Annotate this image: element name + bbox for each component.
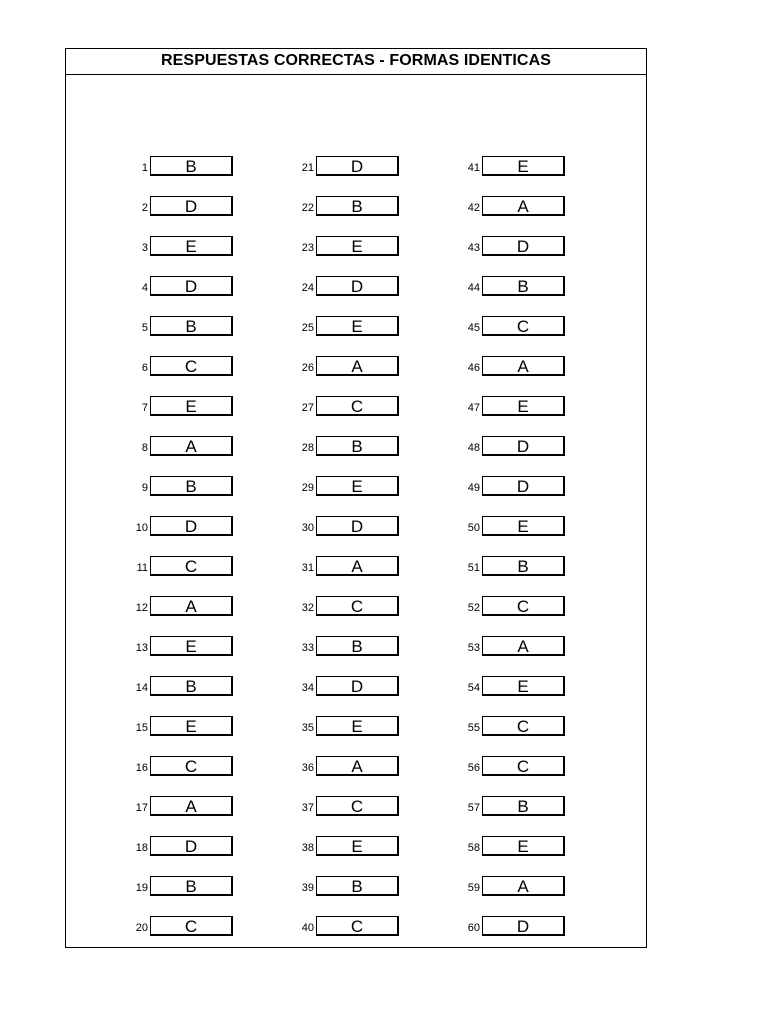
answer-cell: D	[316, 156, 399, 176]
question-number: 6	[141, 362, 148, 374]
answer-row	[118, 276, 258, 297]
answer-cell: E	[150, 636, 233, 656]
answer-cell: E	[150, 396, 233, 416]
answer-row	[450, 756, 590, 777]
answer-row	[284, 596, 424, 617]
question-number: 29	[301, 482, 314, 494]
question-number: 22	[301, 202, 314, 214]
answer-row	[450, 716, 590, 737]
answer-cell: A	[316, 556, 399, 576]
answer-cell: C	[150, 556, 233, 576]
answer-cell: D	[316, 676, 399, 696]
answer-cell: C	[150, 916, 233, 936]
answer-cell: D	[150, 276, 233, 296]
answer-cell: C	[316, 796, 399, 816]
answer-row	[450, 516, 590, 537]
answer-row	[118, 796, 258, 817]
answer-cell: A	[316, 356, 399, 376]
question-number: 11	[136, 562, 148, 574]
question-number: 19	[135, 882, 148, 894]
answer-row	[284, 716, 424, 737]
answer-cell: C	[482, 756, 565, 776]
answer-row	[450, 796, 590, 817]
answer-row	[118, 676, 258, 697]
answer-cell: E	[482, 676, 565, 696]
answer-cell: B	[316, 636, 399, 656]
answer-row	[284, 756, 424, 777]
answer-row	[450, 876, 590, 897]
answer-cell: D	[150, 196, 233, 216]
answer-cell: E	[482, 396, 565, 416]
question-number: 14	[135, 682, 148, 694]
answer-cell: C	[150, 756, 233, 776]
answer-row	[450, 156, 590, 177]
answer-cell: E	[316, 316, 399, 336]
answer-cell: A	[150, 436, 233, 456]
answer-row	[284, 876, 424, 897]
answer-row	[450, 196, 590, 217]
answer-cell: C	[482, 596, 565, 616]
answer-cell: C	[316, 916, 399, 936]
question-number: 52	[467, 602, 480, 614]
answer-cell: E	[316, 836, 399, 856]
answer-row	[284, 236, 424, 257]
question-number: 51	[467, 562, 480, 574]
question-number: 33	[301, 642, 314, 654]
answer-row	[450, 596, 590, 617]
answer-cell: D	[150, 516, 233, 536]
answer-row	[118, 716, 258, 737]
question-number: 48	[467, 442, 480, 454]
answer-row	[450, 556, 590, 577]
question-number: 8	[141, 442, 148, 454]
question-number: 17	[135, 802, 148, 814]
question-number: 49	[467, 482, 480, 494]
question-number: 60	[467, 922, 480, 934]
answer-cell: C	[482, 716, 565, 736]
answer-row	[284, 916, 424, 937]
answer-row	[450, 276, 590, 297]
question-number: 53	[467, 642, 480, 654]
question-number: 40	[301, 922, 314, 934]
answer-row	[450, 916, 590, 937]
answer-cell: A	[150, 796, 233, 816]
answer-cell: E	[482, 516, 565, 536]
answer-row	[284, 156, 424, 177]
answer-row	[450, 836, 590, 857]
question-number: 13	[135, 642, 148, 654]
answer-cell: C	[316, 596, 399, 616]
question-number: 16	[135, 762, 148, 774]
question-number: 47	[467, 402, 480, 414]
answer-row	[284, 676, 424, 697]
answer-row	[450, 676, 590, 697]
answer-cell: A	[482, 196, 565, 216]
question-number: 2	[141, 202, 148, 214]
question-number: 32	[301, 602, 314, 614]
answer-cell: E	[150, 236, 233, 256]
question-number: 43	[467, 242, 480, 254]
answer-row	[450, 476, 590, 497]
answer-row	[450, 636, 590, 657]
answer-cell: D	[316, 276, 399, 296]
question-number: 4	[141, 282, 148, 294]
answer-row	[118, 476, 258, 497]
answer-grid	[66, 156, 646, 936]
question-number: 7	[141, 402, 148, 414]
answer-row	[118, 876, 258, 897]
question-number: 30	[301, 522, 314, 534]
answer-cell: B	[150, 476, 233, 496]
answer-cell: E	[316, 476, 399, 496]
answer-row	[284, 396, 424, 417]
question-number: 12	[135, 602, 148, 614]
question-number: 57	[467, 802, 480, 814]
answer-cell: C	[150, 356, 233, 376]
answer-row	[450, 356, 590, 377]
answer-row	[118, 636, 258, 657]
answer-row	[284, 516, 424, 537]
answer-cell: B	[150, 676, 233, 696]
answer-row	[118, 916, 258, 937]
question-number: 58	[467, 842, 480, 854]
sheet-title: RESPUESTAS CORRECTAS - FORMAS IDENTICAS	[66, 49, 646, 75]
question-number: 42	[467, 202, 480, 214]
answer-row	[118, 756, 258, 777]
answer-row	[284, 196, 424, 217]
answer-cell: E	[150, 716, 233, 736]
question-number: 50	[467, 522, 480, 534]
question-number: 35	[301, 722, 314, 734]
answer-row	[118, 436, 258, 457]
question-number: 36	[301, 762, 314, 774]
answer-cell: B	[316, 876, 399, 896]
answer-row	[118, 396, 258, 417]
answer-cell: B	[150, 156, 233, 176]
answer-row	[118, 236, 258, 257]
answer-cell: E	[482, 156, 565, 176]
answer-row	[118, 316, 258, 337]
answer-cell: C	[482, 316, 565, 336]
question-number: 46	[467, 362, 480, 374]
answer-cell: E	[482, 836, 565, 856]
question-number: 9	[141, 482, 148, 494]
answer-cell: B	[150, 876, 233, 896]
answer-cell: A	[482, 356, 565, 376]
question-number: 27	[301, 402, 314, 414]
answer-row	[284, 636, 424, 657]
answer-row	[118, 596, 258, 617]
answer-row	[118, 556, 258, 577]
answer-cell: B	[482, 796, 565, 816]
answer-row	[284, 476, 424, 497]
answer-row	[118, 836, 258, 857]
answer-row	[284, 556, 424, 577]
answer-cell: D	[150, 836, 233, 856]
question-number: 59	[467, 882, 480, 894]
question-number: 34	[301, 682, 314, 694]
question-number: 21	[301, 162, 314, 174]
answer-cell: A	[482, 876, 565, 896]
answer-row	[284, 316, 424, 337]
question-number: 56	[467, 762, 480, 774]
answer-row	[118, 356, 258, 377]
answer-cell: B	[482, 276, 565, 296]
question-number: 24	[301, 282, 314, 294]
answer-row	[284, 276, 424, 297]
question-number: 37	[301, 802, 314, 814]
answer-cell: D	[482, 436, 565, 456]
question-number: 15	[135, 722, 148, 734]
question-number: 18	[135, 842, 148, 854]
answer-row	[118, 196, 258, 217]
answer-row	[450, 436, 590, 457]
answer-row	[284, 836, 424, 857]
answer-cell: A	[482, 636, 565, 656]
answer-row	[118, 516, 258, 537]
answer-cell: C	[316, 396, 399, 416]
question-number: 25	[301, 322, 314, 334]
question-number: 1	[141, 162, 148, 174]
question-number: 10	[135, 522, 148, 534]
answer-row	[450, 396, 590, 417]
answer-cell: B	[316, 436, 399, 456]
question-number: 41	[467, 162, 480, 174]
answer-row	[118, 156, 258, 177]
answer-row	[284, 436, 424, 457]
answer-cell: E	[316, 236, 399, 256]
question-number: 45	[467, 322, 480, 334]
answer-cell: B	[316, 196, 399, 216]
question-number: 44	[467, 282, 480, 294]
answer-cell: D	[482, 236, 565, 256]
answer-cell: B	[150, 316, 233, 336]
answer-cell: A	[150, 596, 233, 616]
question-number: 20	[135, 922, 148, 934]
answer-cell: B	[482, 556, 565, 576]
answer-key-sheet	[65, 48, 647, 948]
answer-row	[450, 236, 590, 257]
question-number: 26	[301, 362, 314, 374]
question-number: 28	[301, 442, 314, 454]
question-number: 3	[141, 242, 148, 254]
answer-row	[284, 356, 424, 377]
question-number: 55	[467, 722, 480, 734]
question-number: 54	[467, 682, 480, 694]
question-number: 31	[301, 562, 314, 574]
answer-cell: A	[316, 756, 399, 776]
question-number: 38	[301, 842, 314, 854]
answer-cell: D	[316, 516, 399, 536]
answer-cell: D	[482, 476, 565, 496]
answer-row	[450, 316, 590, 337]
question-number: 5	[141, 322, 148, 334]
answer-cell: D	[482, 916, 565, 936]
answer-cell: E	[316, 716, 399, 736]
answer-row	[284, 796, 424, 817]
question-number: 39	[301, 882, 314, 894]
question-number: 23	[301, 242, 314, 254]
